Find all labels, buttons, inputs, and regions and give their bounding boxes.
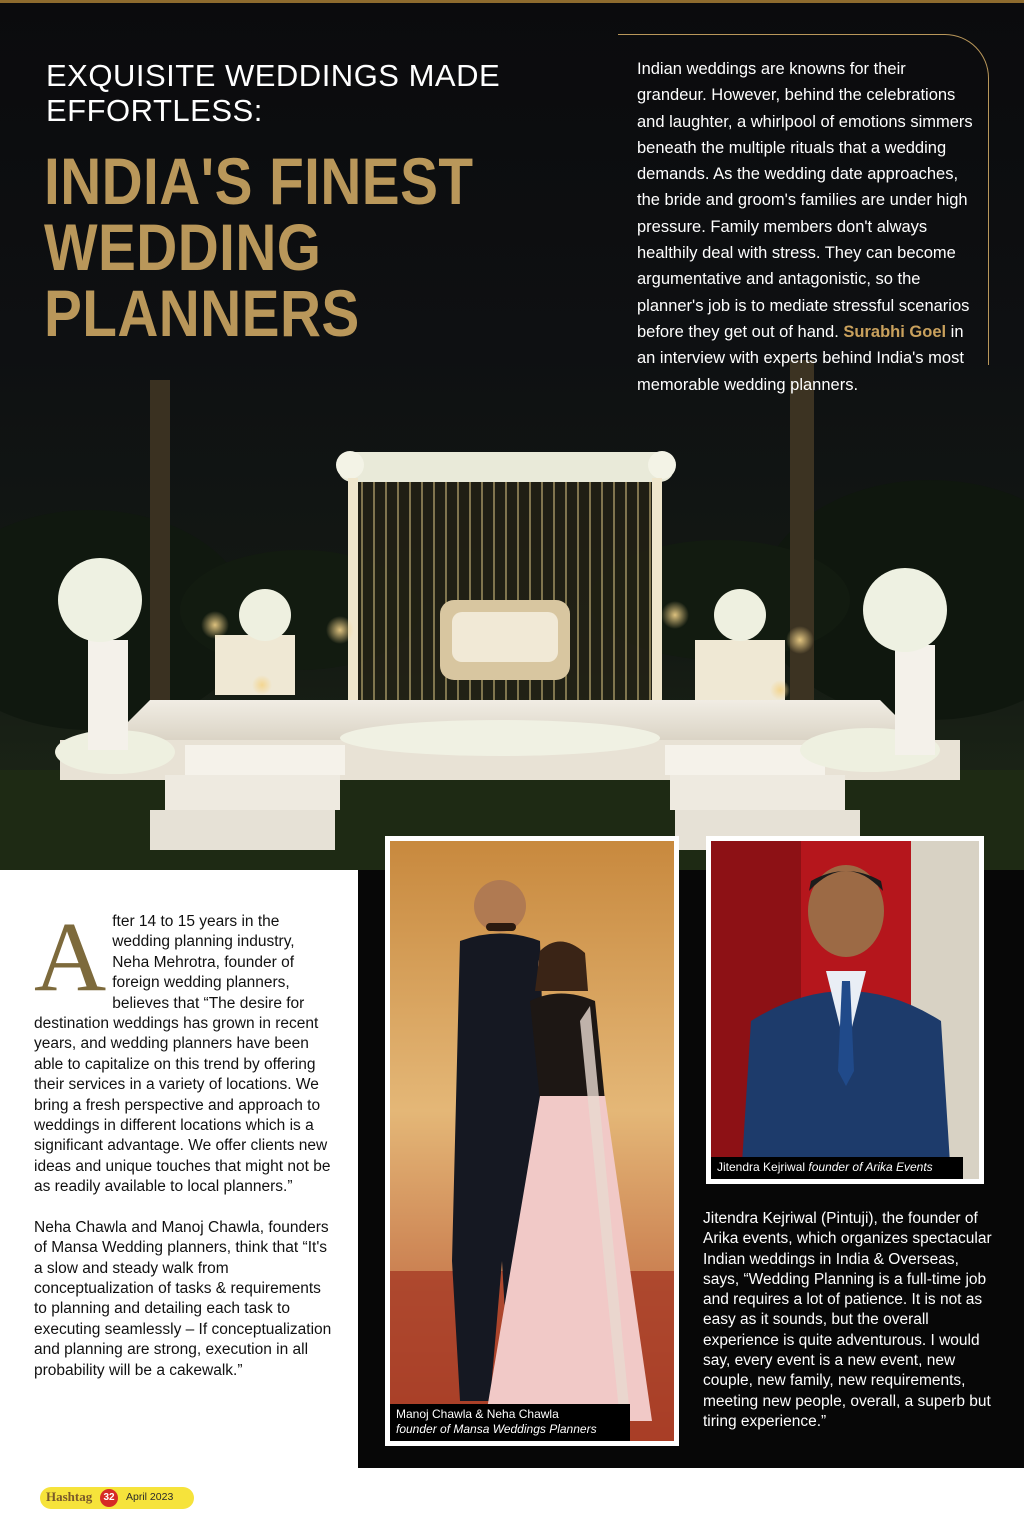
portrait-photo [706, 836, 984, 1184]
paragraph-1-text: fter 14 to 15 years in the wedding planning industry, Neha Mehrotra, founder of foreign wedding planners, believes that “The desire for destination weddings has grown in recent years, and wedding planners have been able to capitalize on this trend by offering their services in a variety of locations. We bring a fresh perspective and approach to weddings in different locations which is a significant advantage. We offer clients new ideas and unique touches that might not be as readily available to local planners.” [34, 913, 331, 1196]
article-paragraph-1 [34, 901, 334, 1198]
article-paragraph-2: Neha Chawla and Manoj Chawla, founders of Mansa Wedding planners, think that “It's a slow and steady walk from conceptualization of tasks & requirements to planning and detailing each task to executing seamlessly – If conceptualization and planning are strong, execution in all probability will be a cakewalk.” [34, 1218, 332, 1379]
portrait-photo-illustration [711, 841, 979, 1179]
drop-cap: A [34, 901, 107, 1012]
magazine-logo: Hashtag [46, 1489, 93, 1504]
portrait-caption [711, 1157, 963, 1179]
article-kicker: EXQUISITE WEDDINGS MADE EFFORTLESS: [46, 58, 501, 128]
couple-photo [385, 836, 679, 1446]
couple-caption [390, 1404, 630, 1441]
intro-paragraph [637, 56, 977, 398]
portrait-caption-name: Jitendra Kejriwal [717, 1160, 806, 1174]
footer-badge [40, 1487, 194, 1509]
intro-text-after: in an interview with experts behind India's most memorable wedding planners. [637, 322, 964, 394]
portrait-caption-role: founder of Arika Events [808, 1160, 933, 1174]
couple-caption-name: Manoj Chawla & Neha Chawla [396, 1407, 559, 1421]
couple-photo-illustration [390, 841, 674, 1441]
article-headline: INDIA'S FINEST WEDDING PLANNERS [44, 144, 474, 350]
couple-caption-role: founder of Mansa Weddings Planners [396, 1422, 597, 1436]
issue-date: April 2023 [126, 1491, 174, 1503]
intro-text-before: Indian weddings are knowns for their grandeur. However, behind the celebrations and laughter, a whirlpool of emotions simmers beneath the multiple rituals that a wedding demands. As the wedding date approaches, the bride and groom's families are under high pressure. Family members don't always healthily deal with stress. They can become argumentative and antagonistic, so the planner's job is to mediate stressful scenarios before they get out of hand. [637, 60, 973, 341]
intro-author: Surabhi Goel [843, 322, 947, 341]
article-paragraph-3: Jitendra Kejriwal (Pintuji), the founder of Arika events, which organizes spectacular Indian weddings in India & Overseas, says, “Wedding Planning is a full-time job and requires a lot of patience. It is not as easy as it sounds, but the overall experience is quite adventurous. I would say, every event is a new event, new couple, new family, new requirements, meeting new people, overall, a superb but tiring experience.” [703, 1210, 992, 1430]
top-rule [0, 0, 1024, 3]
page-number: 32 [100, 1489, 118, 1507]
article-column-left [34, 901, 334, 1381]
